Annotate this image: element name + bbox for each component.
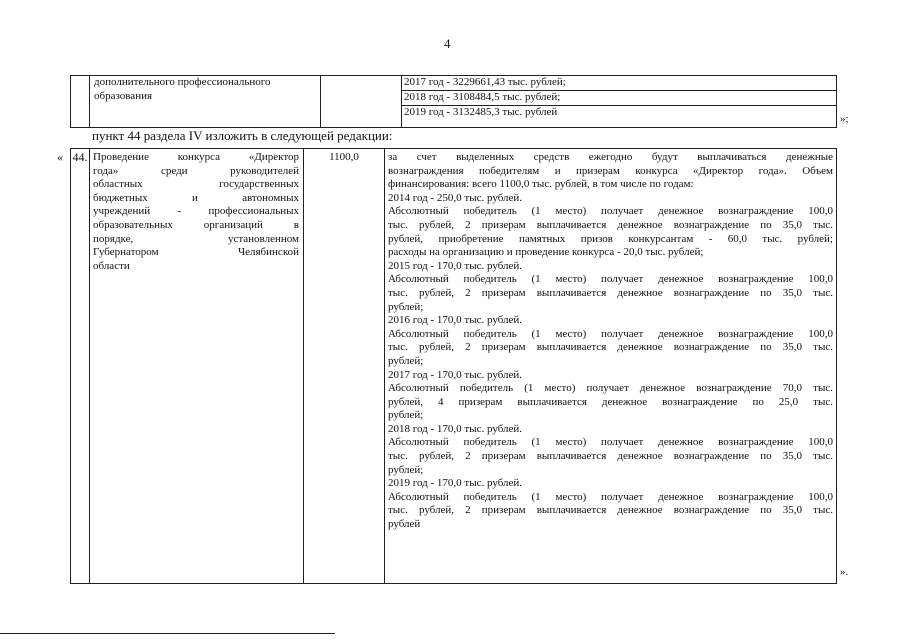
name-line: образования bbox=[94, 89, 153, 102]
table-row bbox=[71, 149, 837, 584]
page-number: 4 bbox=[444, 36, 451, 51]
description-line: Абсолютный победитель (1 место) получает денежное вознаграждение 100,0 bbox=[388, 436, 833, 449]
description-line: 2019 год - 170,0 тыс. рублей. bbox=[388, 477, 523, 490]
main-table bbox=[70, 148, 837, 584]
funding-cell bbox=[402, 76, 837, 128]
name-line: Проведение конкурса «Директор bbox=[93, 151, 299, 163]
description-line: рублей; bbox=[388, 409, 424, 422]
description-line: рублей, 4 призерам выплачивается денежное вознаграждение по 25,0 тыс. bbox=[388, 395, 833, 408]
name-line: образовательных организаций в bbox=[93, 218, 299, 231]
funding-line: 2017 год - 3229661,43 тыс. рублей; bbox=[402, 76, 836, 91]
item-amount: 1100,0 bbox=[304, 149, 385, 584]
name-line: бюджетных и автономных bbox=[93, 191, 299, 204]
description-line: 2014 год - 250,0 тыс. рублей. bbox=[388, 191, 523, 204]
instruction-text: пункт 44 раздела IV изложить в следующей редакции: bbox=[92, 128, 393, 143]
name-line: порядке, установленном bbox=[93, 232, 299, 245]
description-line: Абсолютный победитель (1 место) получает денежное вознаграждение 100,0 bbox=[388, 327, 833, 340]
description-line: рублей, приобретение памятных призов конкурсантам - 60,0 тыс. рублей; bbox=[388, 232, 833, 245]
description-line: рублей; bbox=[388, 354, 424, 367]
description-line: расходы на организацию и проведение конкурса - 20,0 тыс. рублей; bbox=[388, 246, 704, 259]
name-line: учреждений - профессиональных bbox=[93, 205, 299, 218]
description-line: рублей bbox=[388, 518, 421, 531]
description-line: Абсолютный победитель (1 место) получает денежное вознаграждение 100,0 bbox=[388, 490, 833, 503]
description-line: вознаграждения победителям и призерам конкурса «Директор года». Объем bbox=[388, 164, 833, 177]
description-line: за счет выделенных средств ежегодно будут выплачиваться денежные bbox=[388, 151, 833, 163]
description-line: Абсолютный победитель (1 место) получает денежное вознаграждение 100,0 bbox=[388, 273, 833, 286]
name-line: областных государственных bbox=[93, 178, 299, 191]
description-line: 2015 год - 170,0 тыс. рублей. bbox=[388, 259, 523, 272]
footnote-rule bbox=[0, 633, 335, 634]
description-line: тыс. рублей, 2 призерам выплачивается денежное вознаграждение по 35,0 тыс. bbox=[388, 450, 833, 463]
description-line: тыс. рублей, 2 призерам выплачивается денежное вознаграждение по 35,0 тыс. bbox=[388, 504, 833, 517]
description-line: финансирования: всего 1100,0 тыс. рублей, в том числе по годам: bbox=[388, 178, 694, 191]
number-cell bbox=[71, 76, 90, 128]
closing-quote: »; bbox=[840, 113, 849, 125]
item-description-cell bbox=[385, 149, 837, 584]
name-line: области bbox=[93, 259, 130, 272]
description-line: Абсолютный победитель (1 место) получает денежное вознаграждение 70,0 тыс. bbox=[388, 382, 833, 395]
name-line: года» среди руководителей bbox=[93, 164, 299, 177]
name-line: Губернатором Челябинской bbox=[93, 246, 299, 259]
top-table bbox=[70, 75, 837, 128]
description-line: 2017 год - 170,0 тыс. рублей. bbox=[388, 368, 523, 381]
funding-line: 2019 год - 3132485,3 тыс. рублей bbox=[404, 106, 558, 118]
description-line: тыс. рублей, 2 призерам выплачивается денежное вознаграждение по 35,0 тыс. bbox=[388, 286, 833, 299]
funding-line: 2018 год - 3108484,5 тыс. рублей; bbox=[402, 91, 836, 106]
name-cell bbox=[90, 76, 321, 128]
description-line: 2018 год - 170,0 тыс. рублей. bbox=[388, 422, 523, 435]
amount-cell bbox=[321, 76, 402, 128]
description-line: тыс. рублей, 2 призерам выплачивается денежное вознаграждение по 35,0 тыс. bbox=[388, 341, 833, 354]
item-name-cell bbox=[90, 149, 304, 584]
closing-quote: ». bbox=[840, 566, 849, 578]
description-line: 2016 год - 170,0 тыс. рублей. bbox=[388, 314, 523, 327]
table-row bbox=[71, 76, 837, 128]
description-line: рублей; bbox=[388, 300, 424, 313]
opening-quote: « bbox=[57, 150, 63, 164]
item-number: 44. bbox=[71, 149, 90, 584]
description-line: рублей; bbox=[388, 463, 424, 476]
name-line: дополнительного профессионального bbox=[94, 76, 271, 88]
description-line: Абсолютный победитель (1 место) получает денежное вознаграждение 100,0 bbox=[388, 205, 833, 218]
description-line: тыс. рублей, 2 призерам выплачивается денежное вознаграждение по 35,0 тыс. bbox=[388, 218, 833, 231]
